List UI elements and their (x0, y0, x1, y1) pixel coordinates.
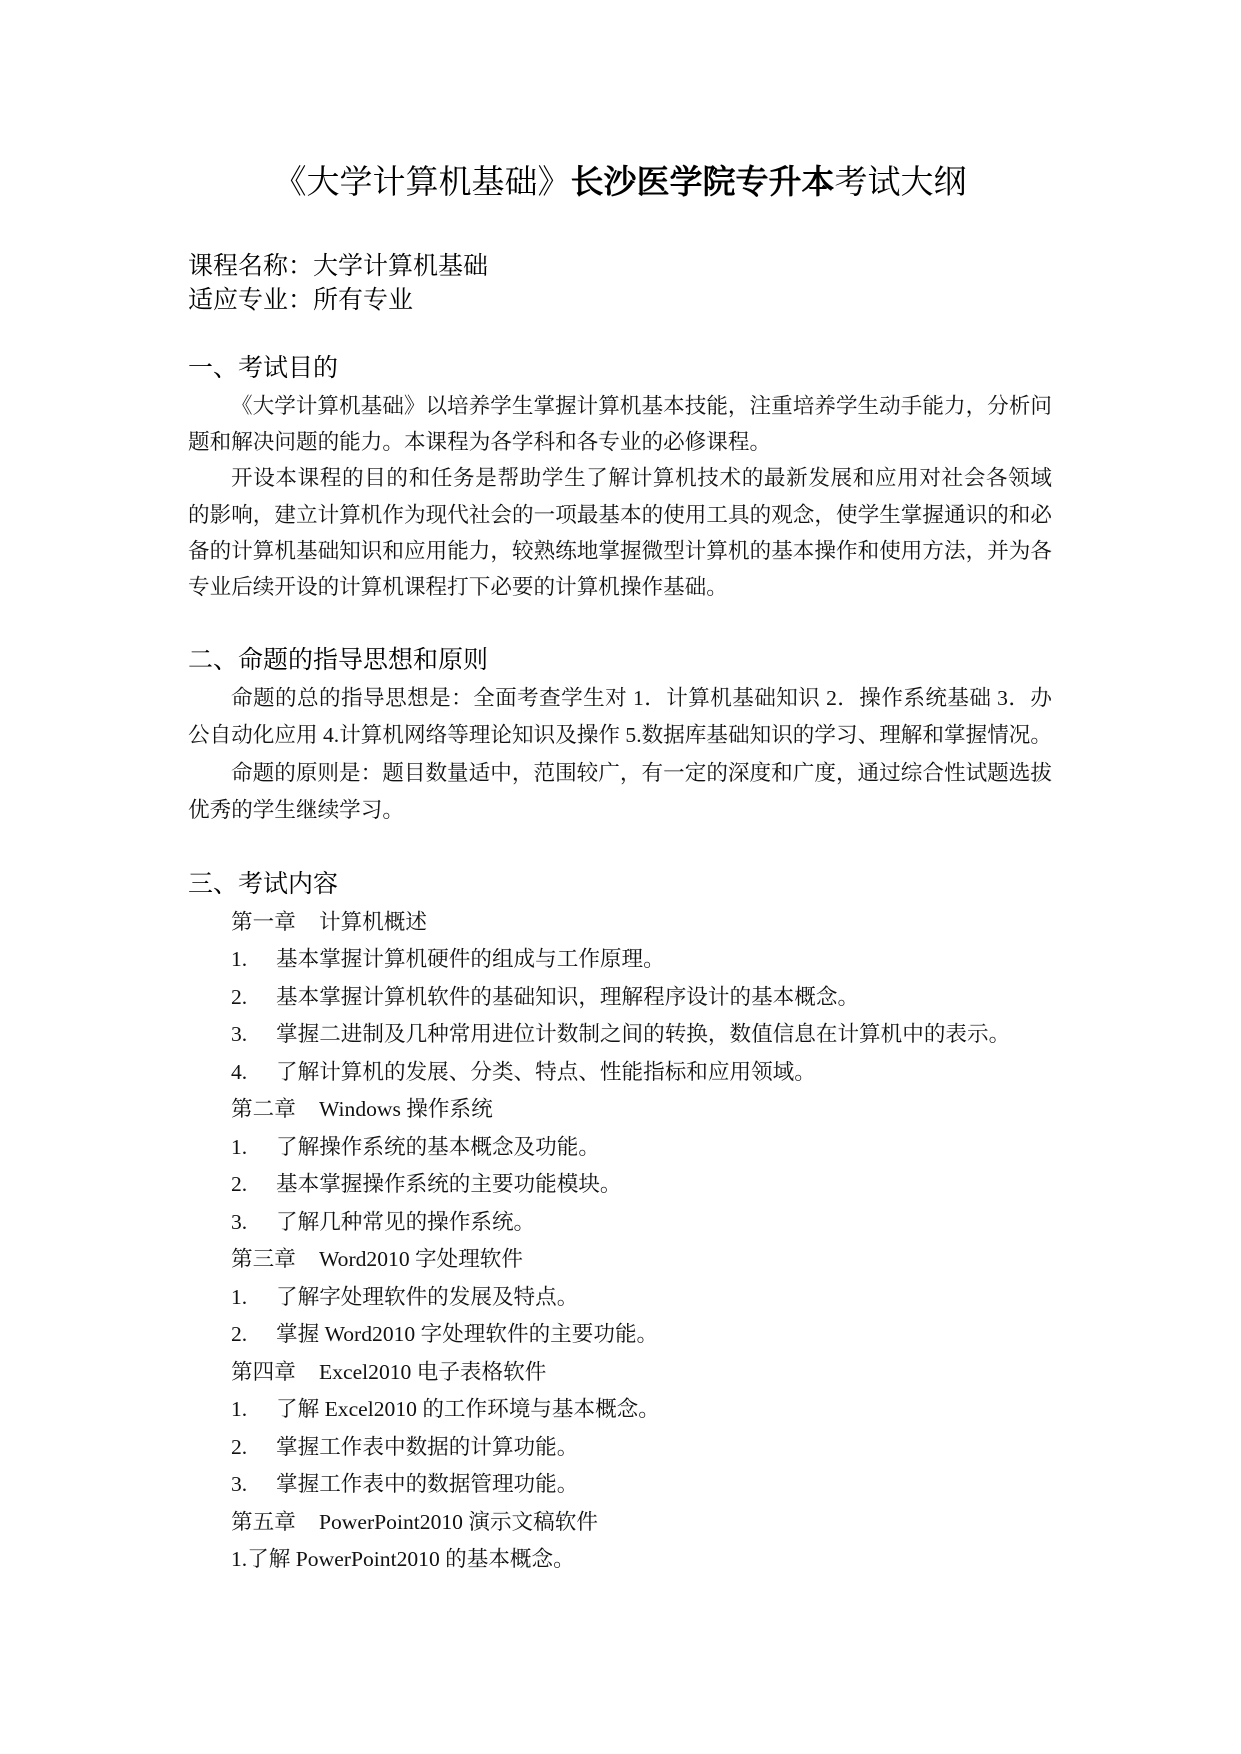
list-item (188, 1466, 1052, 1504)
list-item (188, 979, 1052, 1017)
list-item-text: 掌握工作表中的数据管理功能。 (276, 1472, 579, 1497)
list-item-text: 了解 Excel2010 的工作环境与基本概念。 (276, 1397, 660, 1422)
list-item-text: 基本掌握操作系统的主要功能模块。 (276, 1172, 622, 1197)
list-item (188, 1391, 1052, 1429)
title-course-name: 《大学计算机基础》 (273, 163, 571, 200)
list-item-number: 1. (231, 1284, 248, 1309)
section-body (188, 904, 1052, 1579)
list-item-text: 掌握二进制及几种常用进位计数制之间的转换，数值信息在计算机中的表示。 (276, 1022, 1011, 1047)
paragraph-line: 命题的原则是：题目数量适中，范围较广，有一定的深度和广度，通过综合性试题选拔 (231, 760, 1052, 785)
list-item (188, 1166, 1052, 1204)
list-item-number: 4. (231, 1059, 248, 1084)
title-document-type: 考试大纲 (834, 163, 967, 200)
list-item (188, 941, 1052, 979)
section-heading: 一、考试目的 (188, 354, 339, 383)
paragraph-line: 《大学计算机基础》以培养学生掌握计算机基本技能，注重培养学生动手能力，分析问 (231, 393, 1052, 418)
chapter-heading (188, 1241, 1052, 1279)
list-item-number: 3. (231, 1472, 248, 1497)
chapter-title: 计算机概述 (319, 909, 427, 934)
list-item-number: 3. (231, 1209, 248, 1234)
list-item (188, 1129, 1052, 1167)
list-item-text: 了解几种常见的操作系统。 (276, 1209, 536, 1234)
chapter-number: 第一章 (231, 909, 296, 934)
list-item-text: 了解操作系统的基本概念及功能。 (276, 1134, 600, 1159)
chapter-number: 第五章 (231, 1509, 296, 1534)
course-name-value: 大学计算机基础 (313, 252, 489, 280)
list-item-number: 2. (231, 1172, 248, 1197)
list-item (188, 1541, 1052, 1579)
section-body (188, 680, 1052, 830)
chapter-title: Word2010 字处理软件 (319, 1247, 523, 1272)
list-item-number: 2. (231, 1322, 248, 1347)
list-item-text: 掌握 Word2010 字处理软件的主要功能。 (276, 1322, 659, 1347)
list-item (188, 1054, 1052, 1092)
chapter-heading (188, 1504, 1052, 1542)
list-item (188, 1429, 1052, 1467)
list-item-text: 了解字处理软件的发展及特点。 (276, 1284, 579, 1309)
chapter-title: PowerPoint2010 演示文稿软件 (319, 1509, 598, 1534)
chapter-heading (188, 1354, 1052, 1392)
chapter-heading (188, 904, 1052, 942)
section-heading: 二、命题的指导思想和原则 (188, 646, 489, 675)
list-item (188, 1279, 1052, 1317)
list-item-number: 1. (231, 1134, 248, 1159)
paragraph-line: 命题的总的指导思想是：全面考查学生对 1．计算机基础知识 2．操作系统基础 3．办 (231, 685, 1052, 710)
list-item-text: 基本掌握计算机硬件的组成与工作原理。 (276, 947, 665, 972)
course-name-label: 课程名称： (188, 252, 314, 280)
applicable-major-value: 所有专业 (313, 286, 414, 314)
paragraph-line: 题和解决问题的能力。本课程为各学科和各专业的必修课程。 (188, 430, 772, 455)
section-exam-purpose (188, 350, 1052, 605)
paragraph-line: 备的计算机基础知识和应用能力，较熟练地掌握微型计算机的基本操作和使用方法，并为各 (188, 538, 1052, 563)
list-item-text: 了解计算机的发展、分类、特点、性能指标和应用领域。 (276, 1059, 816, 1084)
chapter-number: 第二章 (231, 1097, 296, 1122)
list-item-number: 2. (231, 1434, 248, 1459)
list-item (188, 1016, 1052, 1054)
list-item-number: 3. (231, 1022, 248, 1047)
paragraph-line: 优秀的学生继续学习。 (188, 798, 404, 823)
paragraph-line: 开设本课程的目的和任务是帮助学生了解计算机技术的最新发展和应用对社会各领域 (231, 466, 1052, 491)
title-school-name: 长沙医学院专升本 (570, 163, 835, 200)
paragraph-line: 专业后续开设的计算机课程打下必要的计算机操作基础。 (188, 575, 728, 600)
applicable-major-line (188, 283, 1052, 317)
section-body (188, 388, 1052, 606)
chapter-number: 第三章 (231, 1247, 296, 1272)
applicable-major-label: 适应专业： (188, 286, 314, 314)
chapter-heading (188, 1091, 1052, 1129)
chapter-number: 第四章 (231, 1359, 296, 1384)
course-info (188, 249, 1052, 317)
list-item-number: 1. (231, 1397, 248, 1422)
list-item-number: 1. (231, 947, 248, 972)
list-item-number: 2. (231, 984, 248, 1009)
document-content (188, 157, 1052, 1579)
section-guiding-principles (188, 642, 1052, 830)
paragraph-line: 公自动化应用 4.计算机网络等理论知识及操作 5.数据库基础知识的学习、理解和掌握情况。 (188, 723, 1052, 748)
chapter-title: Excel2010 电子表格软件 (319, 1359, 547, 1384)
document-title (188, 157, 1052, 207)
section-exam-content (188, 866, 1052, 1579)
list-item-text: 了解 PowerPoint2010 的基本概念。 (247, 1547, 575, 1572)
course-name-line (188, 249, 1052, 283)
list-item-number: 1. (231, 1547, 248, 1572)
section-heading: 三、考试内容 (188, 870, 339, 899)
paragraph-line: 的影响，建立计算机作为现代社会的一项最基本的使用工具的观念，使学生掌握通识的和必 (188, 502, 1052, 527)
list-item (188, 1316, 1052, 1354)
list-item (188, 1204, 1052, 1242)
list-item-text: 基本掌握计算机软件的基础知识，理解程序设计的基本概念。 (276, 984, 860, 1009)
list-item-text: 掌握工作表中数据的计算功能。 (276, 1434, 579, 1459)
chapter-title: Windows 操作系统 (319, 1097, 493, 1122)
